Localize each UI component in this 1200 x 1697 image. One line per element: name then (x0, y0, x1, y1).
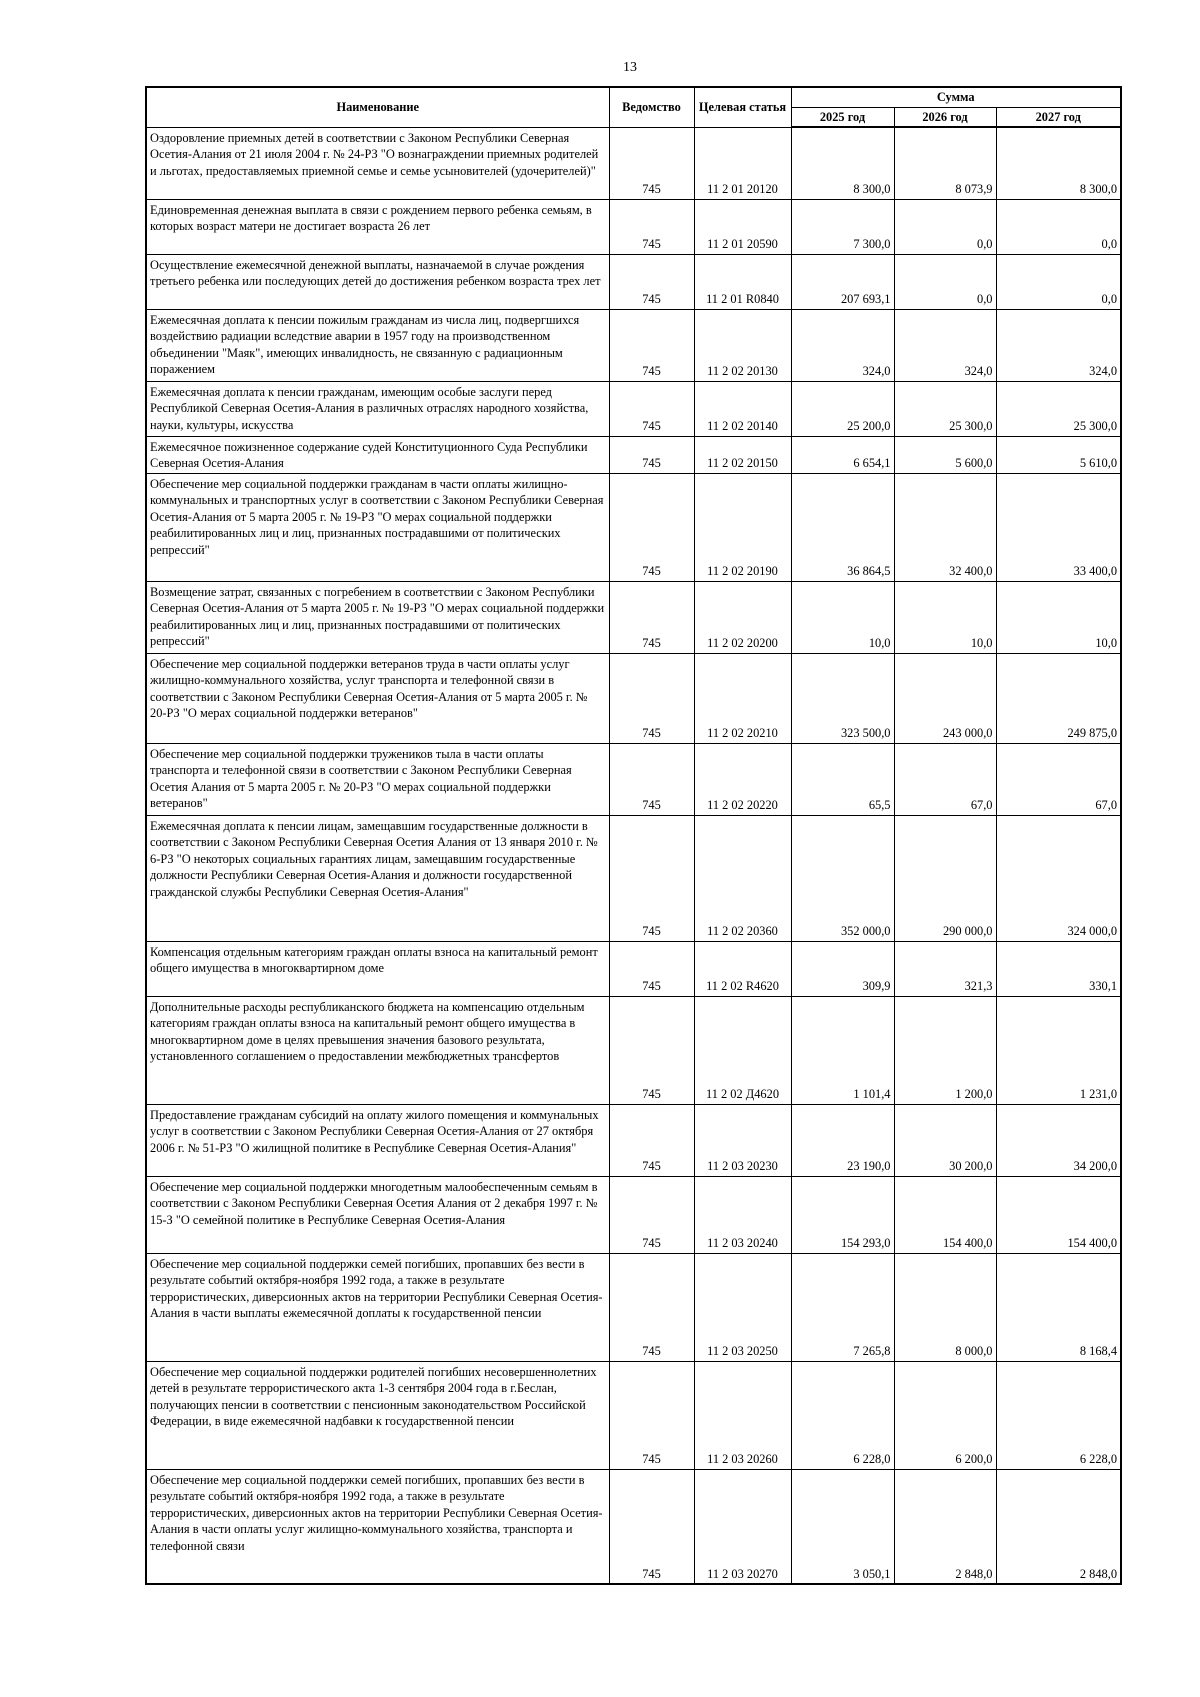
row-target-article: 11 2 02 20220 (694, 743, 791, 815)
row-sum-2026: 1 200,0 (894, 996, 996, 1104)
row-target-article: 11 2 02 20210 (694, 653, 791, 743)
header-department: Ведомство (609, 87, 694, 127)
row-department: 745 (609, 1176, 694, 1253)
row-sum-2026: 25 300,0 (894, 381, 996, 436)
row-sum-2027: 67,0 (996, 743, 1121, 815)
row-name: Обеспечение мер социальной поддержки семей погибших, пропавших без вести в результате событий октября-ноября 1992 года, а также в результате террористических, диверсионных актов на территории Республики Северная Осетия-Алания в части выплаты ежемесячной доплаты к государственной пенсии (146, 1253, 609, 1361)
row-sum-2027: 154 400,0 (996, 1176, 1121, 1253)
row-sum-2027: 324 000,0 (996, 815, 1121, 941)
row-sum-2027: 33 400,0 (996, 473, 1121, 581)
row-sum-2026: 8 073,9 (894, 127, 996, 199)
row-sum-2027: 5 610,0 (996, 436, 1121, 473)
table-row (146, 199, 1121, 254)
row-name: Предоставление гражданам субсидий на оплату жилого помещения и коммунальных услуг в соответствии с Законом Республики Северная Осетия-Алания от 27 октября 2006 г. № 51-РЗ "О жилищной политике в Республике Северная Осетия-Алания" (146, 1104, 609, 1176)
row-department: 745 (609, 1361, 694, 1469)
row-name: Обеспечение мер социальной поддержки семей погибших, пропавших без вести в результате событий октября-ноября 1992 года, а также в результате террористических, диверсионных актов на территории Республики Северная Осетия-Алания в части оплаты услуг жилищно-коммунального хозяйства, транспорта и телефонной связи (146, 1469, 609, 1584)
table-row (146, 127, 1121, 199)
table-row (146, 581, 1121, 653)
row-name: Дополнительные расходы республиканского бюджета на компенсацию отдельным категориям граждан оплаты взноса на капитальный ремонт общего имущества в многоквартирном доме в целях превышения значения базового результата, установленного соглашением о предоставлении межбюджетных трансфертов (146, 996, 609, 1104)
row-sum-2027: 8 300,0 (996, 127, 1121, 199)
row-department: 745 (609, 199, 694, 254)
row-department: 745 (609, 254, 694, 309)
row-name: Ежемесячная доплата к пенсии лицам, замещавшим государственные должности в соответствии с Законом Республики Северная Осетия Алания от 13 января 2010 г. № 6-РЗ "О некоторых социальных гарантиях лицам, замещавшим государственные должности Республики Северная Осетия-Алания и должности государственной гражданской службы Республики Северная Осетия-Алания" (146, 815, 609, 941)
table-body (146, 127, 1121, 1584)
row-target-article: 11 2 02 R4620 (694, 941, 791, 996)
table-row (146, 309, 1121, 381)
row-sum-2026: 154 400,0 (894, 1176, 996, 1253)
row-department: 745 (609, 996, 694, 1104)
header-year-2026: 2026 год (894, 107, 996, 127)
row-target-article: 11 2 02 20140 (694, 381, 791, 436)
row-sum-2026: 243 000,0 (894, 653, 996, 743)
table-row (146, 653, 1121, 743)
row-department: 745 (609, 1253, 694, 1361)
row-sum-2026: 290 000,0 (894, 815, 996, 941)
row-sum-2025: 25 200,0 (791, 381, 894, 436)
row-department: 745 (609, 381, 694, 436)
page-number: 13 (623, 60, 637, 75)
row-department: 745 (609, 1469, 694, 1584)
row-name: Ежемесячное пожизненное содержание судей Конституционного Суда Республики Северная Осетия-Алания (146, 436, 609, 473)
row-name: Обеспечение мер социальной поддержки ветеранов труда в части оплаты услуг жилищно-коммунального хозяйства, услуг транспорта и телефонной связи в соответствии с Законом Республики Северная Осетия-Алания от 5 марта 2005 г. № 20-РЗ "О мерах социальной поддержки ветеранов" (146, 653, 609, 743)
table-row (146, 941, 1121, 996)
row-target-article: 11 2 02 Д4620 (694, 996, 791, 1104)
row-target-article: 11 2 01 20590 (694, 199, 791, 254)
row-department: 745 (609, 581, 694, 653)
row-name: Обеспечение мер социальной поддержки тружеников тыла в части оплаты транспорта и телефонной связи в соответствии с Законом Республики Северная Осетия Алания от 5 марта 2005 г. № 20-РЗ "О мерах социальной поддержки ветеранов" (146, 743, 609, 815)
row-sum-2025: 309,9 (791, 941, 894, 996)
row-sum-2027: 8 168,4 (996, 1253, 1121, 1361)
row-target-article: 11 2 03 20270 (694, 1469, 791, 1584)
row-target-article: 11 2 03 20230 (694, 1104, 791, 1176)
row-sum-2026: 10,0 (894, 581, 996, 653)
table-row (146, 1469, 1121, 1584)
row-name: Оздоровление приемных детей в соответствии с Законом Республики Северная Осетия-Алания от 21 июля 2004 г. № 24-РЗ "О вознаграждении приемных родителей и льготах, предоставляемых приемной семье и семье усыновителей (удочерителей)" (146, 127, 609, 199)
table-row (146, 436, 1121, 473)
table-row (146, 996, 1121, 1104)
budget-table (145, 86, 1122, 1585)
row-sum-2026: 6 200,0 (894, 1361, 996, 1469)
table-row (146, 1104, 1121, 1176)
row-name: Обеспечение мер социальной поддержки гражданам в части оплаты жилищно-коммунальных и транспортных услуг в соответствии с Законом Республики Северная Осетия-Алания от 5 марта 2005 г. № 19-РЗ "О мерах социальной поддержки реабилитированных лиц и лиц, признанных пострадавшими от политических репрессий" (146, 473, 609, 581)
table-row (146, 473, 1121, 581)
table-row (146, 815, 1121, 941)
row-sum-2026: 0,0 (894, 254, 996, 309)
row-sum-2027: 34 200,0 (996, 1104, 1121, 1176)
row-sum-2027: 6 228,0 (996, 1361, 1121, 1469)
row-sum-2026: 324,0 (894, 309, 996, 381)
row-sum-2025: 323 500,0 (791, 653, 894, 743)
header-name: Наименование (146, 87, 609, 127)
row-sum-2026: 2 848,0 (894, 1469, 996, 1584)
row-target-article: 11 2 01 R0840 (694, 254, 791, 309)
header-sum: Сумма (791, 87, 1121, 107)
row-name: Осуществление ежемесячной денежной выплаты, назначаемой в случае рождения третьего ребенка или последующих детей до достижения ребенком возраста трех лет (146, 254, 609, 309)
row-sum-2026: 8 000,0 (894, 1253, 996, 1361)
header-year-2025: 2025 год (791, 107, 894, 127)
table-row (146, 254, 1121, 309)
row-sum-2025: 6 654,1 (791, 436, 894, 473)
row-target-article: 11 2 02 20200 (694, 581, 791, 653)
row-sum-2026: 32 400,0 (894, 473, 996, 581)
row-department: 745 (609, 436, 694, 473)
row-sum-2025: 10,0 (791, 581, 894, 653)
row-name: Возмещение затрат, связанных с погребением в соответствии с Законом Республики Северная Осетия-Алания от 5 марта 2005 г. № 19-РЗ "О мерах социальной поддержки реабилитированных лиц и лиц, признанных пострадавшими от политических репрессий" (146, 581, 609, 653)
row-sum-2025: 8 300,0 (791, 127, 894, 199)
row-sum-2027: 0,0 (996, 254, 1121, 309)
row-department: 745 (609, 941, 694, 996)
row-name: Обеспечение мер социальной поддержки родителей погибших несовершеннолетних детей в результате террористического акта 1-3 сентября 2004 года в г.Беслан, получающих пенсии в соответствии с пенсионным законодательством Российской Федерации, в виде ежемесячной надбавки к государственной пенсии (146, 1361, 609, 1469)
row-target-article: 11 2 03 20240 (694, 1176, 791, 1253)
row-sum-2025: 7 265,8 (791, 1253, 894, 1361)
table-row (146, 1253, 1121, 1361)
row-sum-2026: 30 200,0 (894, 1104, 996, 1176)
row-sum-2025: 154 293,0 (791, 1176, 894, 1253)
table-row (146, 743, 1121, 815)
row-sum-2025: 23 190,0 (791, 1104, 894, 1176)
row-sum-2025: 324,0 (791, 309, 894, 381)
row-department: 745 (609, 743, 694, 815)
row-name: Обеспечение мер социальной поддержки многодетным малообеспеченным семьям в соответствии с Законом Республики Северная Осетия Алания от 2 декабря 1997 г. № 15-З "О семейной политике в Республике Северная Осетия-Алания (146, 1176, 609, 1253)
row-sum-2027: 2 848,0 (996, 1469, 1121, 1584)
row-sum-2025: 6 228,0 (791, 1361, 894, 1469)
row-sum-2026: 67,0 (894, 743, 996, 815)
row-target-article: 11 2 01 20120 (694, 127, 791, 199)
table-row (146, 381, 1121, 436)
row-target-article: 11 2 02 20190 (694, 473, 791, 581)
row-sum-2025: 3 050,1 (791, 1469, 894, 1584)
row-department: 745 (609, 309, 694, 381)
row-sum-2025: 1 101,4 (791, 996, 894, 1104)
row-department: 745 (609, 653, 694, 743)
row-department: 745 (609, 127, 694, 199)
row-name: Единовременная денежная выплата в связи с рождением первого ребенка семьям, в которых возраст матери не достигает возраста 26 лет (146, 199, 609, 254)
row-name: Ежемесячная доплата к пенсии пожилым гражданам из числа лиц, подвергшихся воздействию радиации вследствие аварии в 1957 году на производственном объединении "Маяк", имеющих инвалидность, не связанную с радиационным поражением (146, 309, 609, 381)
row-sum-2027: 10,0 (996, 581, 1121, 653)
row-target-article: 11 2 03 20260 (694, 1361, 791, 1469)
row-target-article: 11 2 02 20130 (694, 309, 791, 381)
row-sum-2027: 25 300,0 (996, 381, 1121, 436)
row-target-article: 11 2 03 20250 (694, 1253, 791, 1361)
row-sum-2025: 207 693,1 (791, 254, 894, 309)
table-header (146, 87, 1121, 127)
row-sum-2025: 352 000,0 (791, 815, 894, 941)
row-sum-2026: 5 600,0 (894, 436, 996, 473)
row-department: 745 (609, 1104, 694, 1176)
row-sum-2027: 330,1 (996, 941, 1121, 996)
header-target-article: Целевая статья (694, 87, 791, 127)
row-sum-2025: 7 300,0 (791, 199, 894, 254)
row-sum-2027: 249 875,0 (996, 653, 1121, 743)
row-target-article: 11 2 02 20150 (694, 436, 791, 473)
row-sum-2025: 36 864,5 (791, 473, 894, 581)
table-row (146, 1176, 1121, 1253)
row-sum-2027: 1 231,0 (996, 996, 1121, 1104)
row-sum-2026: 321,3 (894, 941, 996, 996)
row-target-article: 11 2 02 20360 (694, 815, 791, 941)
table-row (146, 1361, 1121, 1469)
row-name: Ежемесячная доплата к пенсии гражданам, имеющим особые заслуги перед Республикой Северная Осетия-Алания в различных отраслях народного хозяйства, науки, культуры, искусства (146, 381, 609, 436)
row-sum-2026: 0,0 (894, 199, 996, 254)
row-sum-2027: 324,0 (996, 309, 1121, 381)
row-sum-2027: 0,0 (996, 199, 1121, 254)
row-department: 745 (609, 473, 694, 581)
row-department: 745 (609, 815, 694, 941)
row-sum-2025: 65,5 (791, 743, 894, 815)
row-name: Компенсация отдельным категориям граждан оплаты взноса на капитальный ремонт общего имущества в многоквартирном доме (146, 941, 609, 996)
header-year-2027: 2027 год (996, 107, 1121, 127)
